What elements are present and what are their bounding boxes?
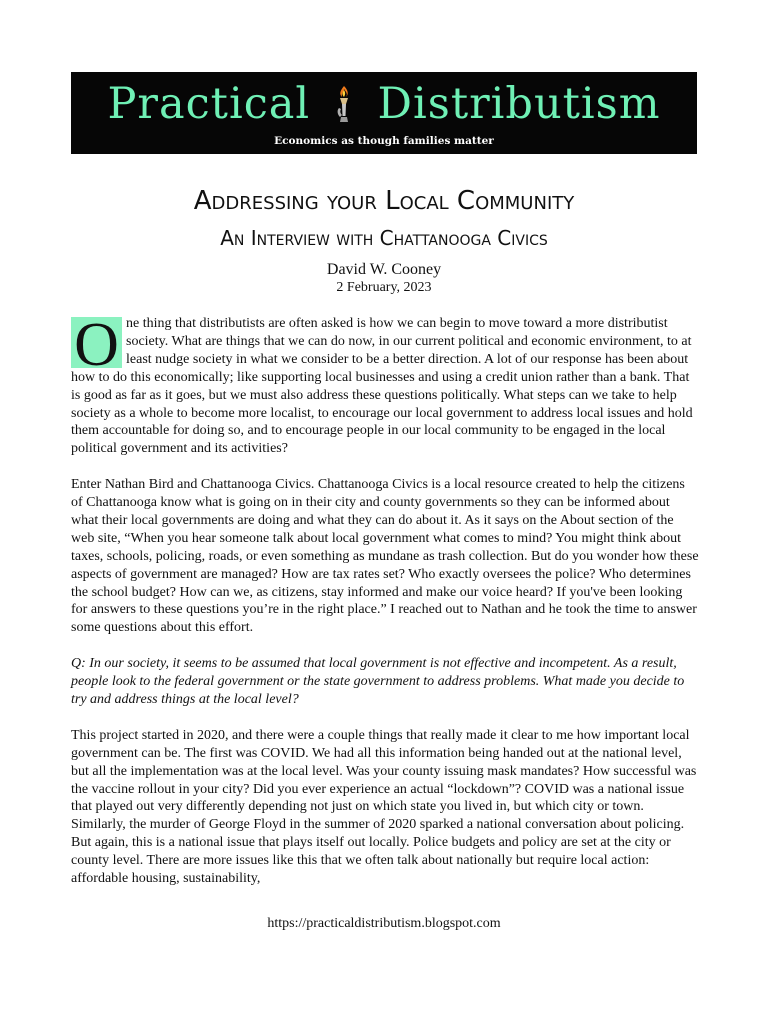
interview-answer: This project started in 2020, and there were a couple things that really made it clear to me how important local government can be. The first was COVID. We had all this information being handed out at the national level, but all the implementation was at the local level. Was your county issuing mask mandates? How successful was the vaccine rollout in your city? Did you ever experience an actual “lockdown”? COVID was a national issue that played out very differently depending not just on which state you lived in, but which city or town. Similarly, the murder of George Floyd in the summer of 2020 sparked a national conversation about policing. But again, this is a national issue that plays itself out locally. Police budgets and policy are set at the city or county level. There are more issues like this that we often talk about nationally but require local action: affordable housing, sustainability, [71,727,697,887]
paragraph-intro-text: ne thing that distributists are often asked is how we can begin to move toward a more distributist society. What are things that we can do now, in our current political and economic environment, to at least nudge society in what we consider to be a better direction. A lot of our response has been about how to do this economically; like supporting local businesses and using a credit union rather than a bank. That is good as far as it goes, but we must also address these questions politically. What steps can we take to help society as a whole to become more localist, to encourage our local government to address local issues and hold them accountable for doing so, and to encourage people in our local community to be engaged in the local political government and its activities? [71,316,693,457]
dropcap-letter: O [71,317,122,368]
article-body [71,315,699,906]
interview-question: Q: In our society, it seems to be assumed that local government is not effective and incompetent. As a result, people look to the federal government or the state government to address problems. What made you decide to try and address things at the local level? [71,656,685,707]
footer-url: https://practicaldistributism.blogspot.com [267,916,501,931]
paragraph-intro [71,315,699,458]
torch-icon [331,84,357,124]
article-title: Addressing your Local Community [193,186,575,216]
masthead-title [71,76,697,132]
article-date: 2 February, 2023 [336,280,432,295]
paragraph-chattanooga-civics: Enter Nathan Bird and Chattanooga Civics. Chattanooga Civics is a local resource created to help the citizens of Chattanooga know what is going on in their city and county governments so they can be informed about what their local governments are doing and what they can do about it. As it says on the About section of the web site, “When you hear someone talk about local government what comes to mind? You might think about taxes, schools, policing, roads, or even something as mundane as trash collection. But do you wonder how these aspects of government are managed? How are tax rates set? Who exactly oversees the police? Who determines the school budget? How can we, as citizens, stay informed and make our voice heard? If you've been looking for answers to these questions you’re in the right place.” I reached out to Nathan and he took the time to answer some questions about this effort. [71,477,699,636]
masthead-title-right: Distributism [377,79,661,129]
article-author: David W. Cooney [326,261,442,278]
masthead-tagline: Economics as though families matter [274,135,494,147]
article-subtitle: An Interview with Chattanooga Civics [220,226,548,250]
masthead-title-left: Practical [107,79,311,129]
masthead-banner [71,72,697,154]
